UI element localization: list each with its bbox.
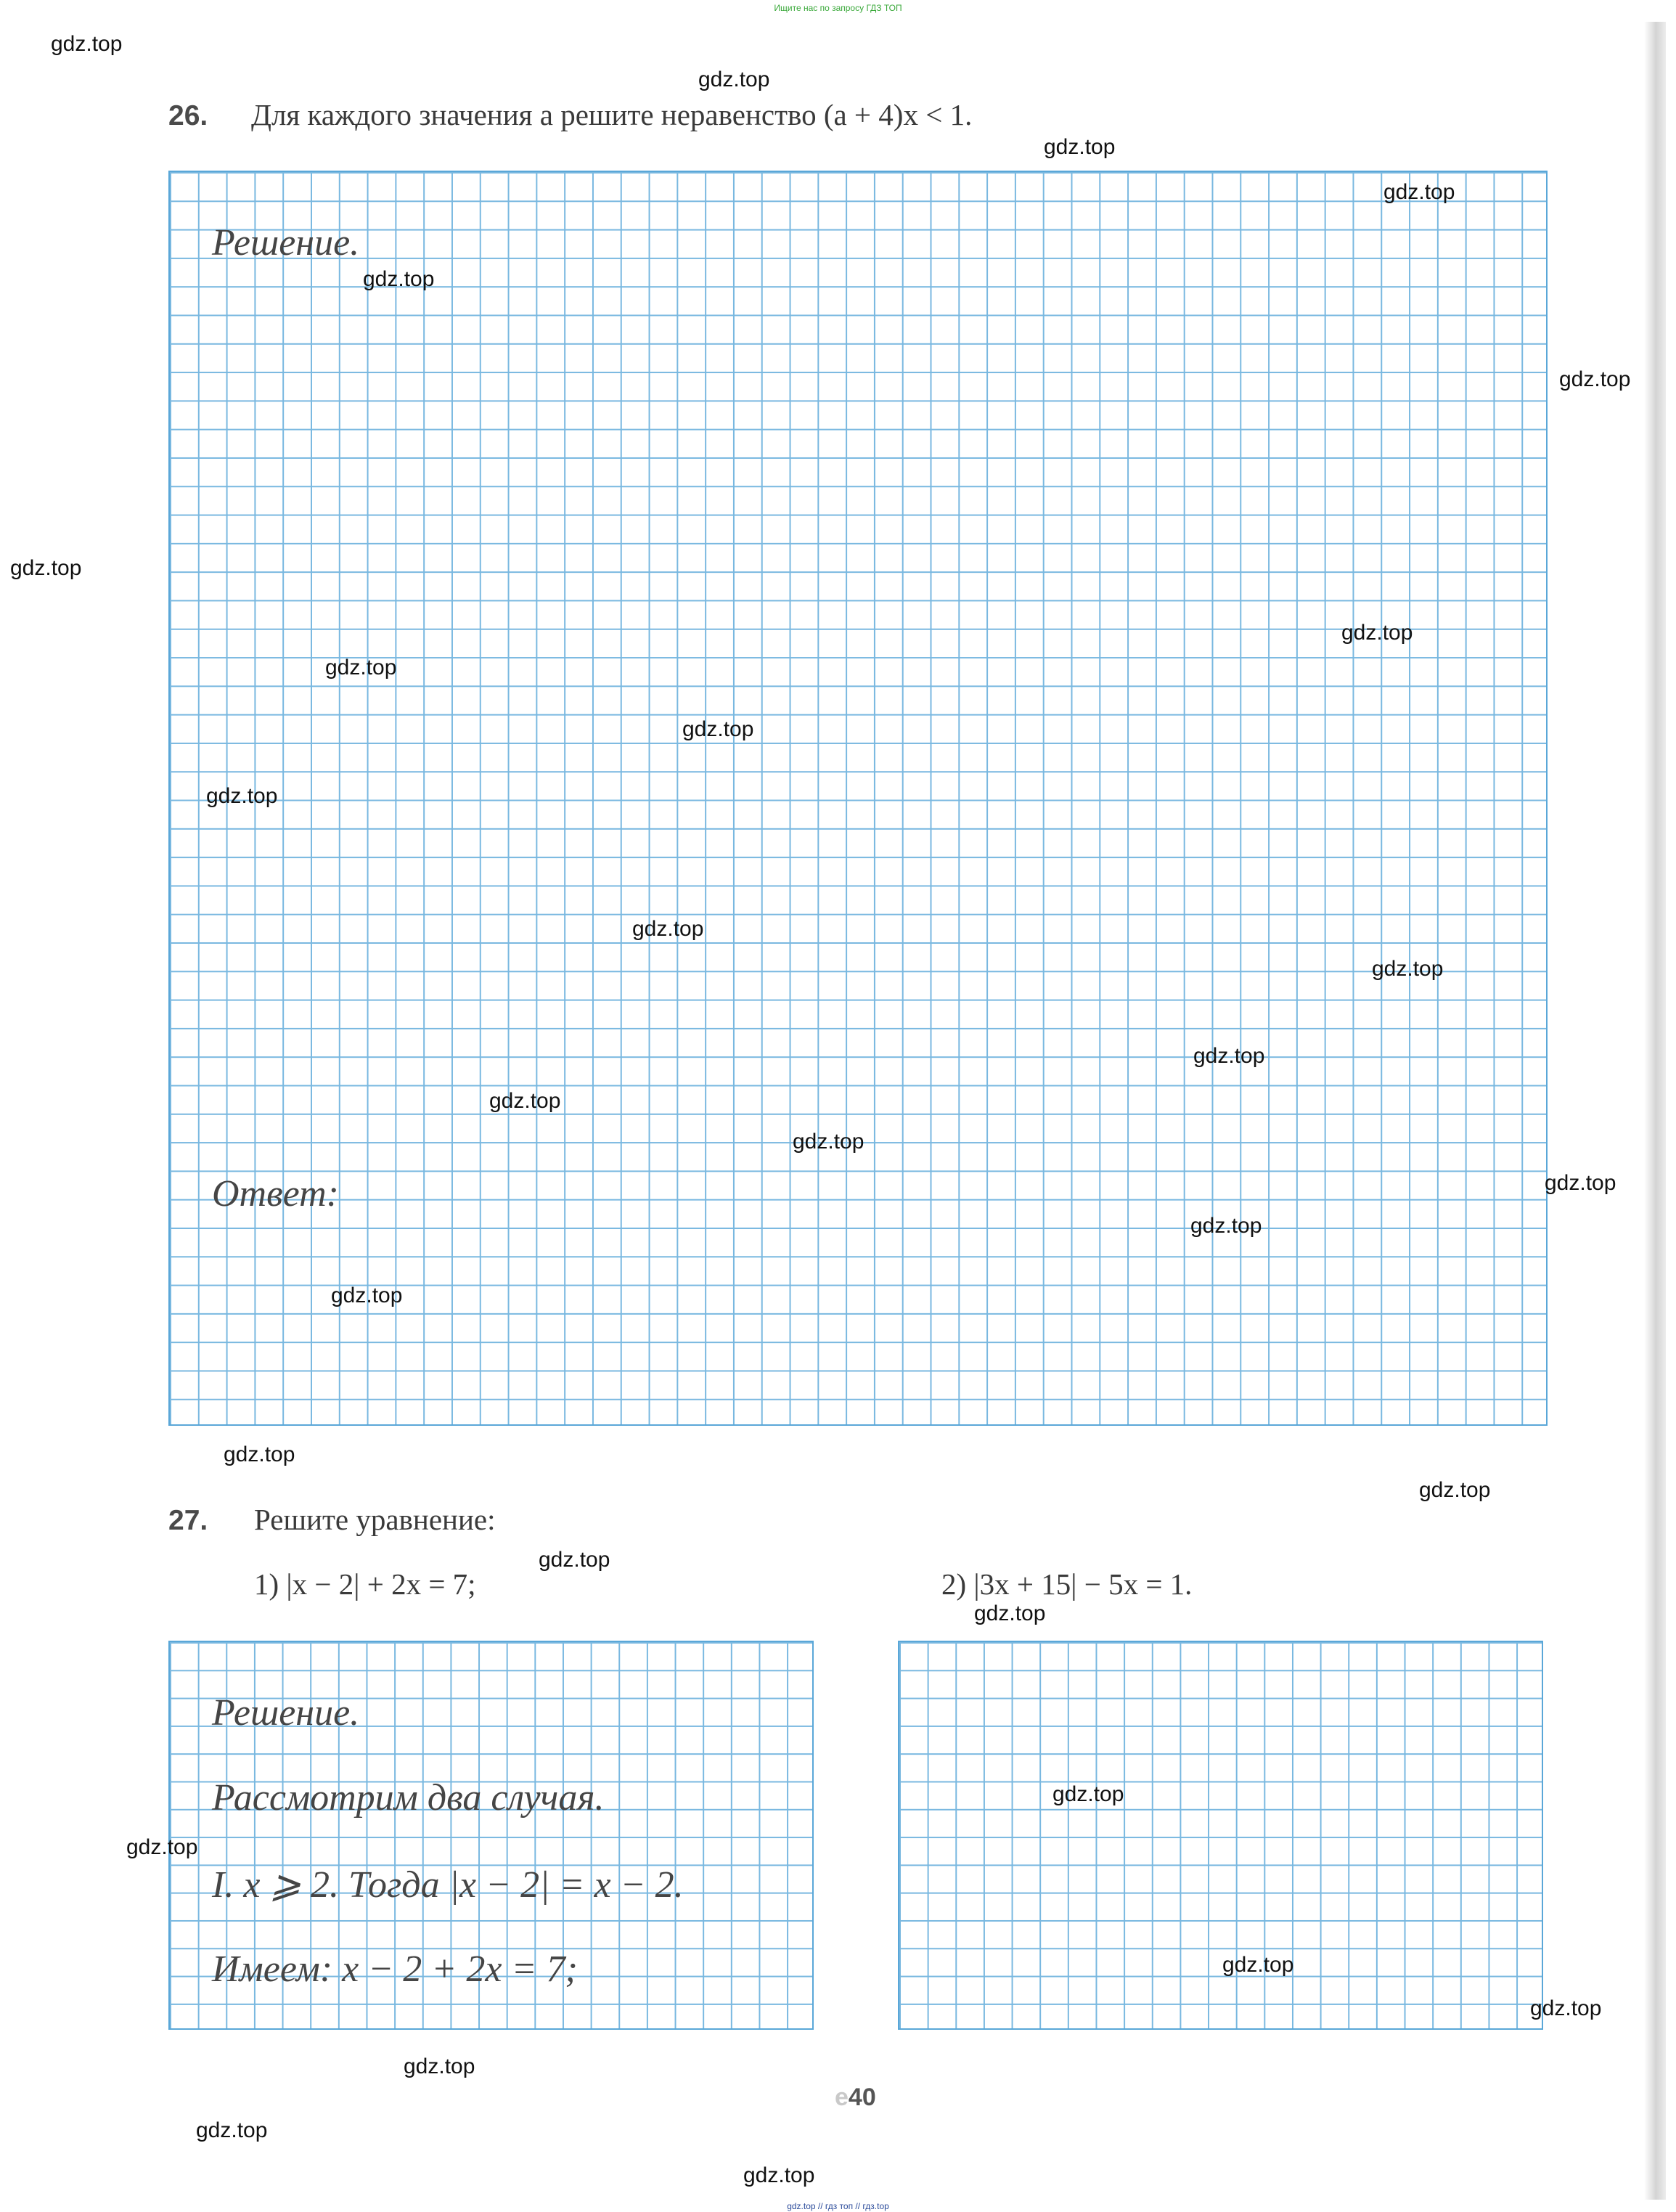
watermark: gdz.top <box>1341 621 1413 645</box>
watermark: gdz.top <box>1372 957 1444 981</box>
watermark: gdz.top <box>1545 1171 1616 1195</box>
task-27-text: Решите уравнение: <box>254 1503 496 1536</box>
watermark: gdz.top <box>974 1601 1046 1625</box>
watermark: gdz.top <box>325 656 397 679</box>
watermark: gdz.top <box>404 2054 475 2078</box>
watermark: gdz.top <box>1530 1996 1602 2020</box>
page-number-value: 40 <box>848 2084 876 2111</box>
task-27-part-2: 2) |3x + 15| − 5x = 1. <box>941 1567 1193 1601</box>
solution-line: I. x ⩾ 2. Тогда |x − 2| = x − 2. <box>212 1864 684 1906</box>
task-26-number: 26. <box>168 100 208 131</box>
watermark: gdz.top <box>793 1130 864 1154</box>
task-26-answer-label: Ответ: <box>212 1173 339 1215</box>
watermark: gdz.top <box>196 2118 268 2142</box>
solution-line: Имеем: x − 2 + 2x = 7; <box>212 1948 578 1990</box>
watermark: gdz.top <box>682 717 754 741</box>
watermark: gdz.top <box>698 68 770 91</box>
watermark: gdz.top <box>10 556 82 580</box>
watermark: gdz.top <box>1222 1953 1294 1977</box>
watermark: gdz.top <box>1052 1782 1124 1806</box>
task-27-number: 27. <box>168 1505 208 1536</box>
watermark: gdz.top <box>539 1548 610 1572</box>
watermark: gdz.top <box>1044 135 1116 159</box>
task-26-solution-label: Решение. <box>212 222 360 264</box>
watermark: gdz.top <box>126 1835 198 1859</box>
task-27-part-2-grid <box>898 1641 1543 2030</box>
watermark: gdz.top <box>331 1283 403 1307</box>
solution-line: Рассмотрим два случая. <box>212 1777 605 1819</box>
page-number <box>835 2084 876 2112</box>
task-26-answer-grid <box>168 171 1548 1426</box>
watermark: gdz.top <box>1190 1214 1262 1238</box>
watermark: gdz.top <box>224 1442 295 1466</box>
task-26-text: Для каждого значения a решите неравенство (a + 4)x < 1. <box>251 98 973 131</box>
watermark: gdz.top <box>489 1089 561 1113</box>
watermark: gdz.top <box>1383 180 1455 204</box>
task-27-part-1: 1) |x − 2| + 2x = 7; <box>254 1567 476 1601</box>
page-number-ghost: e <box>835 2084 849 2111</box>
watermark: gdz.top <box>743 2163 815 2187</box>
solution-line: Решение. <box>212 1692 360 1734</box>
page-edge-shadow <box>1644 22 1666 2200</box>
watermark: gdz.top <box>1193 1044 1265 1068</box>
bottom-hint: gdz.top // гдз топ // гдз.top <box>787 2201 889 2211</box>
top-search-hint: Ищите нас по запросу ГДЗ ТОП <box>774 3 902 13</box>
watermark: gdz.top <box>1559 367 1631 391</box>
watermark: gdz.top <box>51 32 123 56</box>
watermark: gdz.top <box>363 267 435 291</box>
watermark: gdz.top <box>632 917 704 941</box>
watermark: gdz.top <box>206 784 278 808</box>
watermark: gdz.top <box>1419 1478 1491 1502</box>
